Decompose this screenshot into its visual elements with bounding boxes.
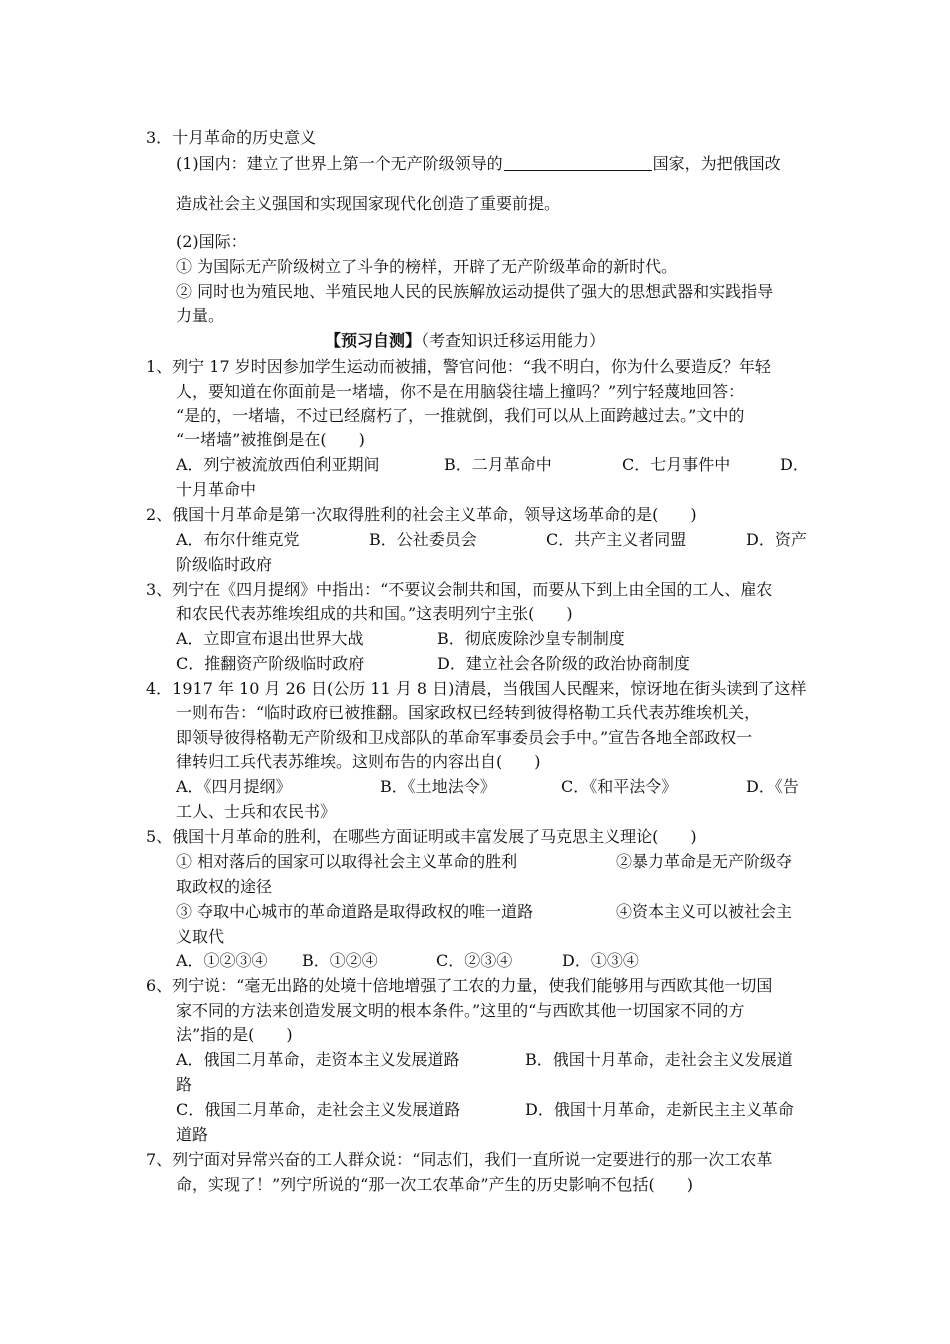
domestic-line-2: 造成社会主义强国和实现国家现代化创造了重要前提。 bbox=[176, 194, 561, 213]
section-heading bbox=[325, 331, 605, 351]
question-6-line-2: 家不同的方法来创造发展文明的根本条件。”这里的“与西欧其他一切国家不同的方 bbox=[176, 1001, 745, 1020]
question-4-option-d: D．《告 bbox=[746, 777, 799, 796]
question-1-option-b: B．二月革命中 bbox=[444, 455, 552, 474]
question-2-line-1: 2、俄国十月革命是第一次取得胜利的社会主义革命，领导这场革命的是( ) bbox=[146, 505, 697, 524]
question-5-statement-1: ① 相对落后的国家可以取得社会主义革命的胜利 bbox=[176, 852, 518, 871]
question-7-line-1: 7、列宁面对异常兴奋的工人群众说：“同志们，我们一直所说一定要进行的那一次工农革 bbox=[146, 1150, 773, 1169]
question-5-statement-4: ④资本主义可以被社会主 bbox=[616, 902, 793, 921]
question-6-option-c: C．俄国二月革命，走社会主义发展道路 bbox=[176, 1100, 461, 1119]
domestic-line bbox=[176, 154, 781, 174]
question-4-line-1: 4．1917 年 10 月 26 日(公历 11 月 8 日)清晨，当俄国人民醒来，惊讶地在街头读到了这样 bbox=[146, 679, 807, 698]
question-2-option-c: C．共产主义者同盟 bbox=[546, 530, 687, 549]
question-5-option-c: C．②③④ bbox=[436, 951, 513, 970]
question-3-option-c: C．推翻资产阶级临时政府 bbox=[176, 654, 365, 673]
question-1-line-2: 人，要知道在你面前是一堵墙，你不是在用脑袋往墙上撞吗？”列宁轻蔑地回答： bbox=[176, 382, 745, 401]
question-3-option-a: A．立即宣布退出世界大战 bbox=[176, 629, 364, 648]
question-5-statement-4-cont: 义取代 bbox=[176, 927, 225, 946]
domestic-text: (1)国内：建立了世界上第一个无产阶级领导的 bbox=[176, 154, 503, 173]
question-6-option-d-cont: 道路 bbox=[176, 1125, 209, 1144]
question-3-option-b: B．彻底废除沙皇专制制度 bbox=[437, 629, 625, 648]
domestic-text-after: 国家，为把俄国改 bbox=[652, 154, 781, 173]
international-item-1: ① 为国际无产阶级树立了斗争的榜样，开辟了无产阶级革命的新时代。 bbox=[176, 257, 678, 276]
question-4-option-b: B．《土地法令》 bbox=[380, 777, 496, 796]
international-item-2: ② 同时也为殖民地、半殖民地人民的民族解放运动提供了强大的思想武器和实践指导 bbox=[176, 282, 774, 301]
question-5-statement-3: ③ 夺取中心城市的革命道路是取得政权的唯一道路 bbox=[176, 902, 534, 921]
question-6-option-b-cont: 路 bbox=[176, 1075, 193, 1094]
question-4-option-d-cont: 工人、士兵和农民书》 bbox=[176, 802, 337, 821]
question-1-option-a: A．列宁被流放西伯利亚期间 bbox=[176, 455, 380, 474]
question-5-statement-2: ②暴力革命是无产阶级夺 bbox=[616, 852, 793, 871]
question-4-option-a: A．《四月提纲》 bbox=[176, 777, 292, 796]
question-6-line-1: 6、列宁说：“毫无出路的处境十倍地增强了工农的力量，使我们能够用与西欧其他一切国 bbox=[146, 976, 773, 995]
question-4-line-3: 即领导彼得格勒无产阶级和卫戍部队的革命军事委员会手中。”宣告各地全部政权一 bbox=[176, 728, 753, 747]
question-5-option-b: B．①②④ bbox=[302, 951, 378, 970]
heading-note: （考查知识迁移运用能力） bbox=[421, 331, 606, 350]
international-label: (2)国际： bbox=[176, 232, 247, 251]
question-5-line-1: 5、俄国十月革命的胜利，在哪些方面证明或丰富发展了马克思主义理论( ) bbox=[146, 827, 697, 846]
question-4-line-4: 律转归工兵代表苏维埃。这则布告的内容出自( ) bbox=[176, 752, 541, 771]
heading-title: 【预习自测】 bbox=[325, 331, 422, 350]
fill-blank bbox=[504, 154, 652, 171]
international-item-2-cont: 力量。 bbox=[176, 306, 225, 325]
question-2-option-b: B．公社委员会 bbox=[369, 530, 477, 549]
question-4-option-c: C．《和平法令》 bbox=[561, 777, 678, 796]
question-3-line-2: 和农民代表苏维埃组成的共和国。”这表明列宁主张( ) bbox=[176, 604, 573, 623]
question-2-option-d-cont: 阶级临时政府 bbox=[176, 555, 273, 574]
question-3-option-d: D．建立社会各阶级的政治协商制度 bbox=[437, 654, 690, 673]
question-6-option-d: D．俄国十月革命，走新民主主义革命 bbox=[525, 1100, 794, 1119]
question-5-option-a: A．①②③④ bbox=[176, 951, 268, 970]
question-6-option-b: B．俄国十月革命，走社会主义发展道 bbox=[525, 1050, 793, 1069]
question-5-option-d: D．①③④ bbox=[562, 951, 639, 970]
question-6-line-3: 法”指的是( ) bbox=[176, 1025, 293, 1044]
question-3-line-1: 3、列宁在《四月提纲》中指出：“不要议会制共和国，而要从下到上由全国的工人、雇农 bbox=[146, 580, 773, 599]
section-title: 3．十月革命的历史意义 bbox=[146, 128, 317, 147]
question-6-option-a: A．俄国二月革命，走资本主义发展道路 bbox=[176, 1050, 460, 1069]
question-1-line-3: “是的，一堵墙，不过已经腐朽了，一推就倒，我们可以从上面跨越过去。”文中的 bbox=[176, 406, 745, 425]
question-1-option-c: C．七月事件中 bbox=[622, 455, 731, 474]
question-2-option-a: A．布尔什维克党 bbox=[176, 530, 300, 549]
question-1-line-4: “一堵墙”被推倒是在( ) bbox=[176, 430, 365, 449]
question-4-line-2: 一则布告：“临时政府已被推翻。国家政权已经转到彼得格勒工兵代表苏维埃机关， bbox=[176, 703, 761, 722]
question-1-option-d: D． bbox=[780, 455, 809, 474]
question-7-line-2: 命，实现了！”列宁所说的“那一次工农革命”产生的历史影响不包括( ) bbox=[176, 1175, 694, 1194]
question-2-option-d: D．资产 bbox=[746, 530, 807, 549]
question-5-statement-2-cont: 取政权的途径 bbox=[176, 877, 273, 896]
question-1-option-d-text: 十月革命中 bbox=[176, 480, 257, 499]
question-1-line-1: 1、列宁 17 岁时因参加学生运动而被捕，警官问他：“我不明白，你为什么要造反？年轻 bbox=[146, 357, 771, 376]
